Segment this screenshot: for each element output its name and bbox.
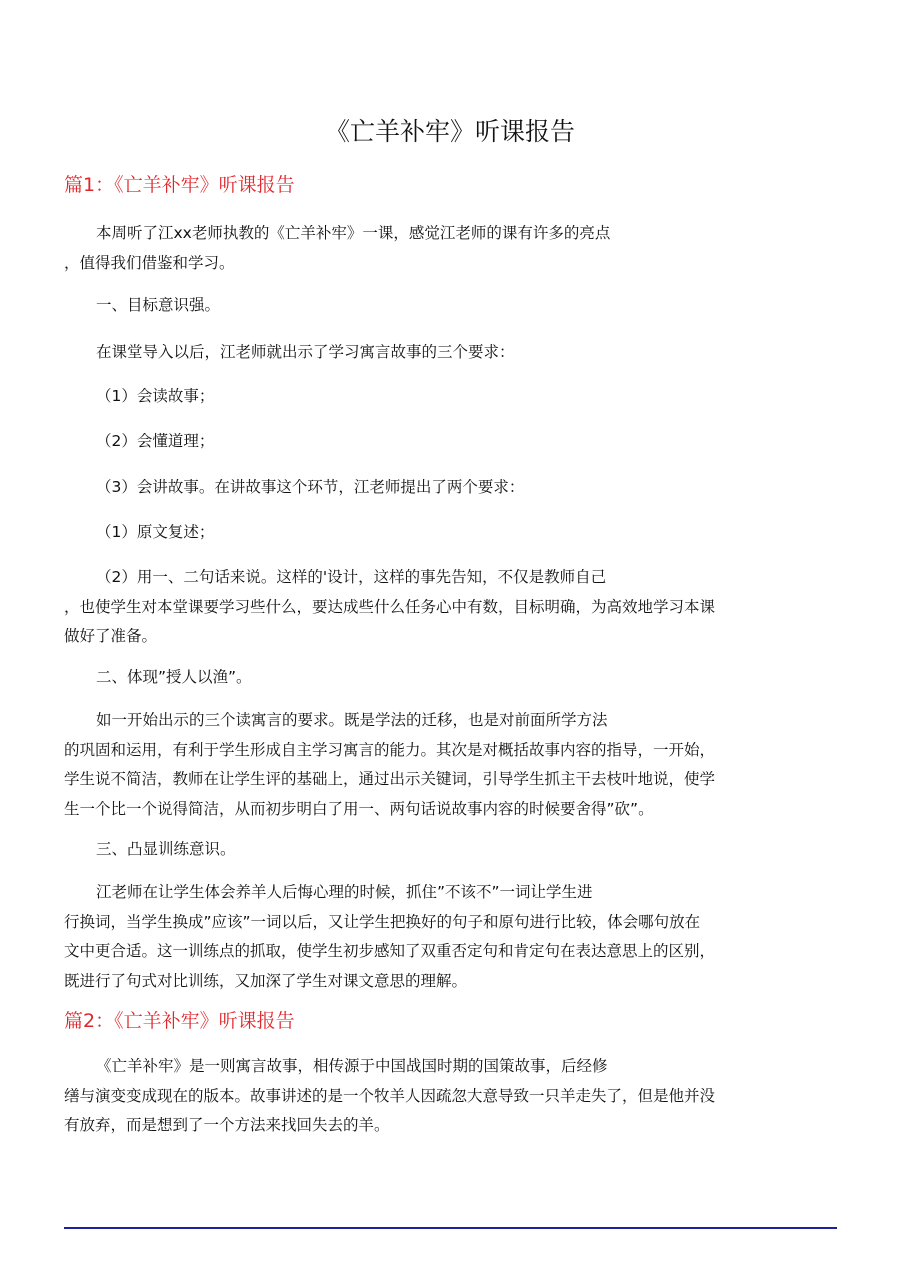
text-line: 江老师在让学生体会养羊人后悔心理的时候，抓住”不该不”一词让学生进 [96, 883, 593, 901]
document-title: 《亡羊补牢》听课报告 [324, 117, 575, 146]
text-line: （2）用一、二句话来说。这样的'设计，这样的事先告知，不仅是教师自己 [96, 568, 607, 586]
sub-requirement-2-paragraph [64, 563, 839, 652]
text-line: 生一个比一个说得简洁，从而初步明白了用一、两句话说故事内容的时候要舍得”砍”。 [64, 799, 654, 818]
text-line: 有放弃，而是想到了一个方法来找回失去的羊。 [64, 1116, 390, 1134]
text-line: 学生说不简洁，教师在让学生评的基础上，通过出示关键词，引导学生抓主干去枝叶地说，使学 [64, 770, 716, 788]
requirement-1: （1）会读故事； [96, 387, 215, 405]
section-2-body-paragraph [64, 1052, 839, 1141]
text-line: 如一开始出示的三个读寓言的要求。既是学法的迁移，也是对前面所学方法 [96, 711, 608, 729]
text-line: 做好了准备。 [64, 627, 158, 645]
text-line: 既进行了句式对比训练，又加深了学生对课文意思的理解。 [64, 971, 468, 990]
requirement-3: （3）会讲故事。在讲故事这个环节，江老师提出了两个要求： [96, 478, 525, 496]
point-1-lead: 在课堂导入以后，江老师就出示了学习寓言故事的三个要求： [96, 343, 515, 361]
text-line: ，也使学生对本堂课要学习些什么，要达成些什么任务心中有数，目标明确，为高效地学习本课 [64, 597, 716, 616]
section-1-heading: 篇1：《亡羊补牢》听课报告 [64, 174, 295, 196]
section-1-intro-paragraph [64, 219, 839, 278]
text-line: 《亡羊补牢》是一则寓言故事，相传源于中国战国时期的国策故事，后经修 [96, 1057, 608, 1075]
sub-requirement-1: （1）原文复述； [96, 523, 215, 541]
text-line: ，值得我们借鉴和学习。 [64, 253, 235, 272]
text-line: 行换词，当学生换成”应该”一词以后，又让学生把换好的句子和原句进行比较，体会哪句放在 [64, 912, 701, 931]
point-3-body-paragraph [64, 878, 839, 996]
footer-divider [64, 1227, 837, 1229]
text-line: 文中更合适。这一训练点的抓取，使学生初步感知了双重否定句和肯定句在表达意思上的区别， [64, 942, 716, 960]
text-line: 本周听了江xx老师执教的《亡羊补牢》一课，感觉江老师的课有许多的亮点 [96, 224, 611, 242]
point-2-body-paragraph [64, 706, 839, 824]
text-line: 缮与演变变成现在的版本。故事讲述的是一个牧羊人因疏忽大意导致一只羊走失了，但是他并没 [64, 1086, 716, 1105]
requirement-2: （2）会懂道理； [96, 432, 215, 450]
section-2-heading: 篇2：《亡羊补牢》听课报告 [64, 1010, 295, 1032]
point-2-title: 二、体现”授人以渔”。 [96, 668, 252, 686]
point-3-title: 三、凸显训练意识。 [96, 840, 236, 858]
point-1-title: 一、目标意识强。 [96, 296, 221, 314]
text-line: 的巩固和运用，有利于学生形成自主学习寓言的能力。其次是对概括故事内容的指导，一开始， [64, 740, 716, 759]
